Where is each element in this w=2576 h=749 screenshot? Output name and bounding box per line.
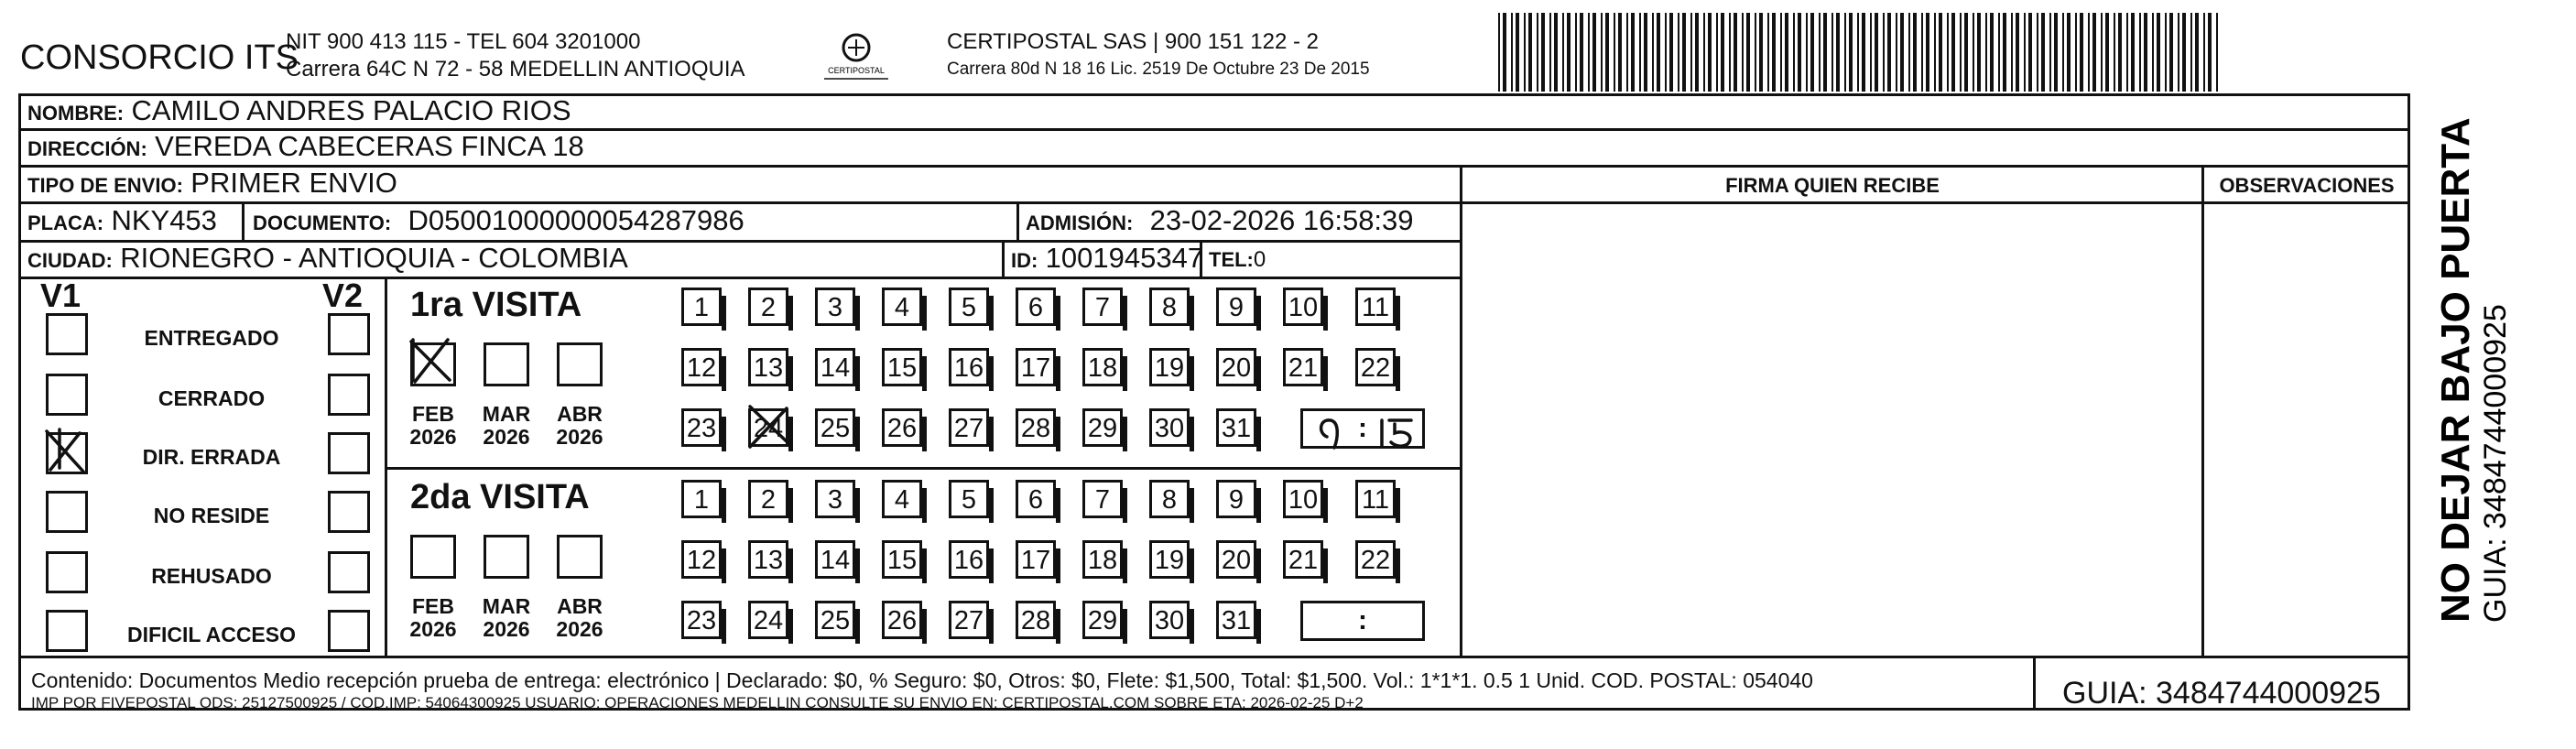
barcode-bar — [1746, 13, 1750, 92]
documento-field — [253, 205, 745, 239]
day-checkbox[interactable]: 29 — [1082, 601, 1123, 639]
placa-value: NKY453 — [111, 204, 217, 236]
month-year: 2026 — [483, 617, 530, 641]
day-checkbox[interactable]: 26 — [882, 601, 922, 639]
handwritten-time — [1303, 411, 1428, 451]
barcode-bar — [2024, 13, 2026, 92]
day-checkbox[interactable]: 3 — [815, 288, 855, 326]
v2-checkbox[interactable] — [328, 610, 370, 652]
barcode-bar — [1669, 13, 1673, 92]
day-checkbox[interactable]: 25 — [815, 408, 855, 447]
day-checkbox[interactable]: 25 — [815, 601, 855, 639]
barcode-bar — [1528, 13, 1532, 92]
day-checkbox[interactable]: 28 — [1016, 408, 1056, 447]
v1-heading: V1 — [40, 277, 82, 314]
barcode-bar — [1977, 13, 1981, 92]
day-checkbox[interactable]: 18 — [1082, 348, 1123, 386]
barcode-bar — [2131, 13, 2135, 92]
month-label — [474, 403, 538, 449]
col-divider — [1002, 240, 1005, 277]
firma-heading: FIRMA QUIEN RECIBE — [1725, 174, 1940, 197]
barcode-bar — [1567, 13, 1571, 92]
barcode-bar — [1793, 13, 1795, 92]
status-label: REHUSADO — [151, 564, 272, 588]
nombre-field — [27, 95, 571, 129]
col-divider — [2033, 656, 2036, 711]
barcode-bar — [2208, 13, 2212, 92]
barcode-bar — [1708, 13, 1712, 92]
month-year: 2026 — [556, 617, 603, 641]
v1-checkbox[interactable] — [46, 491, 88, 533]
barcode-bar — [2080, 13, 2083, 92]
postal-company: CERTIPOSTAL SAS | 900 151 122 - 2 — [947, 29, 1319, 54]
postal-address: Carrera 80d N 18 16 Lic. 2519 De Octubre 23 De 2015 — [947, 60, 1370, 79]
barcode-bar — [1503, 13, 1506, 92]
barcode-bar — [1772, 13, 1776, 92]
month-label — [474, 595, 538, 641]
day-checkbox[interactable]: 30 — [1149, 408, 1190, 447]
barcode-bar — [2075, 13, 2077, 92]
day-checkbox[interactable]: 27 — [949, 408, 989, 447]
documento-label: DOCUMENTO: — [253, 212, 392, 234]
barcode-bar — [1665, 13, 1667, 92]
day-checkbox[interactable]: 24 — [748, 601, 788, 639]
barcode-bar — [1875, 13, 1878, 92]
day-checkbox[interactable]: 11 — [1355, 288, 1396, 326]
content-description: Contenido: Documentos Medio recepción prueba de entrega: electrónico | Declarado: $0, % Seguro: $0, Otros: $0, Flete: $1,500, Total: $1,500. Vol.: 1*1*1. 0.5 1 Unid. COD. POSTAL: 054040 — [31, 668, 1813, 692]
ciudad-label: CIUDAD: — [27, 249, 113, 272]
v2-checkbox[interactable] — [328, 374, 370, 416]
barcode-bar — [1926, 13, 1929, 92]
day-checkbox[interactable]: 16 — [949, 540, 989, 579]
day-checkbox[interactable]: 24 — [748, 408, 788, 447]
day-checkbox[interactable]: 29 — [1082, 408, 1123, 447]
barcode-bar — [2101, 13, 2103, 92]
barcode-bar — [1900, 13, 1904, 92]
barcode-bar — [2011, 13, 2013, 92]
day-checkbox[interactable]: 4 — [882, 288, 922, 326]
barcode-bar — [1939, 13, 1942, 92]
barcode-bar — [2114, 13, 2115, 92]
day-checkbox[interactable]: 14 — [815, 540, 855, 579]
barcode-bar — [1614, 13, 1615, 92]
barcode-bar — [1785, 13, 1788, 92]
v1-checkbox[interactable] — [46, 313, 88, 355]
day-checkbox[interactable]: 11 — [1355, 480, 1396, 518]
day-checkbox[interactable]: 6 — [1016, 480, 1056, 518]
barcode-bar — [1580, 13, 1583, 92]
barcode-bar — [1537, 13, 1538, 92]
visit-title: 1ra VISITA — [410, 286, 582, 324]
month-checkbox[interactable] — [557, 535, 603, 579]
barcode-bar — [2216, 13, 2218, 92]
month-year: 2026 — [556, 425, 603, 449]
barcode-bar — [1575, 13, 1577, 92]
v2-checkbox[interactable] — [328, 491, 370, 533]
barcode-bar — [1985, 13, 1987, 92]
barcode-bar — [2139, 13, 2141, 92]
placa-label: PLACA: — [27, 212, 104, 234]
row-divider — [18, 277, 1462, 279]
day-checkbox[interactable]: 3 — [815, 480, 855, 518]
day-checkbox[interactable]: 31 — [1216, 601, 1256, 639]
day-checkbox[interactable]: 1 — [681, 288, 722, 326]
col-divider — [2201, 165, 2204, 656]
day-checkbox[interactable]: 2 — [748, 480, 788, 518]
barcode-bar — [1849, 13, 1853, 92]
barcode-bar — [1934, 13, 1936, 92]
day-checkbox[interactable]: 22 — [1355, 348, 1396, 386]
barcode-bar — [1973, 13, 1974, 92]
barcode-bar — [1913, 13, 1917, 92]
barcode-bar — [2169, 13, 2173, 92]
barcode-bar — [1562, 13, 1564, 92]
ciudad-field — [27, 243, 628, 277]
barcode-bar — [2178, 13, 2179, 92]
barcode-bar — [2157, 13, 2160, 92]
barcode-bar — [2144, 13, 2147, 92]
day-checkbox[interactable]: 10 — [1283, 480, 1323, 518]
day-checkbox[interactable]: 7 — [1082, 288, 1123, 326]
barcode-bar — [1524, 13, 1526, 92]
tipo-envio-value: PRIMER ENVIO — [190, 167, 397, 199]
barcode-bar — [2203, 13, 2205, 92]
barcode-bar — [2118, 13, 2122, 92]
barcode-bar — [2195, 13, 2199, 92]
day-checkbox[interactable]: 12 — [681, 348, 722, 386]
barcode-bar — [1626, 13, 1628, 92]
day-checkbox[interactable]: 10 — [1283, 288, 1323, 326]
v1-checkbox[interactable] — [46, 610, 88, 652]
barcode-bar — [2003, 13, 2006, 92]
nombre-value: CAMILO ANDRES PALACIO RIOS — [131, 94, 571, 126]
month-checkbox[interactable] — [557, 342, 603, 386]
barcode-bar — [1964, 13, 1968, 92]
side-warning — [2410, 110, 2520, 641]
day-checkbox[interactable]: 1 — [681, 480, 722, 518]
direccion-value: VEREDA CABECERAS FINCA 18 — [155, 130, 584, 162]
day-checkbox[interactable]: 21 — [1283, 540, 1323, 579]
barcode-bar — [1862, 13, 1865, 92]
barcode-bar — [1831, 13, 1833, 92]
month-label — [401, 595, 465, 641]
barcode-bar — [1721, 13, 1724, 92]
barcode-bar — [1588, 13, 1590, 92]
day-checkbox[interactable]: 5 — [949, 288, 989, 326]
day-checkbox[interactable]: 23 — [681, 601, 722, 639]
time-field[interactable] — [1300, 601, 1425, 641]
day-checkbox[interactable]: 31 — [1216, 408, 1256, 447]
barcode-bar — [1947, 13, 1949, 92]
day-checkbox[interactable]: 27 — [949, 601, 989, 639]
barcode-bar — [1592, 13, 1596, 92]
col-divider — [385, 277, 387, 656]
day-checkbox[interactable]: 20 — [1216, 348, 1256, 386]
barcode-bar — [2105, 13, 2109, 92]
no-dejar-text: NO DEJAR BAJO PUERTA — [2433, 117, 2478, 623]
barcode-bar — [2037, 13, 2038, 92]
barcode-bar — [1549, 13, 1551, 92]
admision-value: 23-02-2026 16:58:39 — [1149, 204, 1414, 236]
time-separator: : — [1358, 605, 1367, 635]
barcode-bar — [1742, 13, 1744, 92]
day-checkbox[interactable]: 5 — [949, 480, 989, 518]
barcode-bar — [1870, 13, 1872, 92]
day-checkbox[interactable]: 9 — [1216, 288, 1256, 326]
month-name: ABR — [557, 594, 603, 618]
barcode-bar — [1541, 13, 1545, 92]
barcode-icon — [1498, 13, 2222, 92]
documento-value: D05001000000054287986 — [408, 204, 745, 236]
day-checkbox[interactable]: 13 — [748, 348, 788, 386]
barcode-bar — [1511, 13, 1513, 92]
barcode-bar — [1601, 13, 1603, 92]
barcode-bar — [1755, 13, 1756, 92]
barcode-bar — [2088, 13, 2090, 92]
month-checkbox[interactable] — [410, 342, 456, 386]
barcode-bar — [1780, 13, 1782, 92]
barcode-bar — [1990, 13, 1994, 92]
barcode-bar — [2092, 13, 2096, 92]
day-checkbox[interactable]: 22 — [1355, 540, 1396, 579]
month-label — [548, 595, 612, 641]
barcode-bar — [1652, 13, 1654, 92]
barcode-bar — [1657, 13, 1660, 92]
month-name: ABR — [557, 402, 603, 426]
v2-checkbox[interactable] — [328, 432, 370, 474]
visit-divider — [385, 467, 1462, 470]
barcode-bar — [2126, 13, 2128, 92]
v1-checkbox[interactable] — [46, 551, 88, 593]
certipostal-logo — [817, 29, 896, 86]
barcode-bar — [2165, 13, 2167, 92]
print-info: IMP POR FIVEPOSTAL ODS: 25127500925 / COD.IMP: 54064300925 USUARIO: OPERACIONES MEDELLIN CONSULTE SU ENVIO EN: CERTIPOSTAL.COM SOBRE ETA: 2026-02-25 D+2 — [31, 694, 1364, 711]
company-nit-phone: NIT 900 413 115 - TEL 604 3201000 — [286, 29, 641, 54]
day-checkbox[interactable]: 19 — [1149, 348, 1190, 386]
observations-area[interactable] — [2205, 203, 2408, 652]
day-checkbox[interactable]: 16 — [949, 348, 989, 386]
day-checkbox[interactable]: 8 — [1149, 288, 1190, 326]
barcode-bar — [1644, 13, 1647, 92]
admision-label: ADMISIÓN: — [1026, 212, 1134, 234]
day-checkbox[interactable]: 23 — [681, 408, 722, 447]
barcode-bar — [1998, 13, 2000, 92]
tipo-envio-label: TIPO DE ENVIO: — [27, 174, 183, 197]
barcode-bar — [1836, 13, 1840, 92]
v1-checkbox[interactable] — [46, 432, 88, 474]
tel-label: TEL: — [1209, 248, 1254, 271]
barcode-bar — [1883, 13, 1885, 92]
col-divider — [1016, 201, 1019, 240]
barcode-bar — [1823, 13, 1827, 92]
barcode-bar — [1678, 13, 1679, 92]
day-checkbox[interactable]: 26 — [882, 408, 922, 447]
barcode-bar — [1759, 13, 1763, 92]
barcode-bar — [1554, 13, 1558, 92]
month-name: FEB — [412, 594, 454, 618]
col-divider — [1460, 165, 1462, 656]
barcode-bar — [1682, 13, 1686, 92]
placa-field — [27, 205, 217, 239]
barcode-bar — [1605, 13, 1609, 92]
barcode-bar — [2062, 13, 2064, 92]
month-name: MAR — [482, 594, 531, 618]
barcode-bar — [2182, 13, 2186, 92]
day-checkbox[interactable]: 12 — [681, 540, 722, 579]
day-checkbox[interactable]: 17 — [1016, 540, 1056, 579]
month-name: MAR — [482, 402, 531, 426]
barcode-bar — [1734, 13, 1737, 92]
day-checkbox[interactable]: 7 — [1082, 480, 1123, 518]
footer-divider — [18, 656, 2410, 658]
company-address: Carrera 64C N 72 - 58 MEDELLIN ANTIOQUIA — [286, 57, 745, 81]
barcode-bar — [1887, 13, 1891, 92]
time-field[interactable] — [1300, 408, 1425, 449]
barcode-bar — [1618, 13, 1622, 92]
status-label: DIR. ERRADA — [142, 445, 281, 469]
id-field — [1011, 243, 1203, 277]
day-checkbox[interactable]: 18 — [1082, 540, 1123, 579]
barcode-bar — [1631, 13, 1635, 92]
month-checkbox[interactable] — [484, 342, 529, 386]
barcode-bar — [1806, 13, 1808, 92]
barcode-bar — [1639, 13, 1641, 92]
id-value: 1001945347 — [1045, 242, 1204, 274]
status-label: DIFICIL ACCESO — [126, 623, 296, 646]
barcode-bar — [1896, 13, 1897, 92]
day-checkbox[interactable]: 15 — [882, 540, 922, 579]
day-checkbox[interactable]: 4 — [882, 480, 922, 518]
barcode-bar — [1716, 13, 1718, 92]
month-year: 2026 — [409, 617, 457, 641]
status-label: CERRADO — [158, 386, 266, 410]
v1-checkbox[interactable] — [46, 374, 88, 416]
day-checkbox[interactable]: 20 — [1216, 540, 1256, 579]
barcode-bar — [2028, 13, 2032, 92]
v2-checkbox[interactable] — [328, 313, 370, 355]
barcode-bar — [1516, 13, 1519, 92]
tipo-envio-field — [27, 168, 397, 201]
barcode-bar — [1844, 13, 1846, 92]
day-checkbox[interactable]: 14 — [815, 348, 855, 386]
barcode-bar — [2152, 13, 2154, 92]
barcode-bar — [1951, 13, 1955, 92]
direccion-field — [27, 131, 584, 165]
barcode-bar — [1810, 13, 1814, 92]
barcode-bar — [1857, 13, 1859, 92]
day-checkbox[interactable]: 13 — [748, 540, 788, 579]
barcode-bar — [1767, 13, 1769, 92]
day-checkbox[interactable]: 8 — [1149, 480, 1190, 518]
barcode-bar — [1703, 13, 1705, 92]
barcode-bar — [1498, 13, 1500, 92]
barcode-bar — [1819, 13, 1821, 92]
signature-area[interactable] — [1463, 203, 2201, 652]
barcode-bar — [2041, 13, 2045, 92]
month-year: 2026 — [483, 425, 530, 449]
month-name: FEB — [412, 402, 454, 426]
ciudad-value: RIONEGRO - ANTIOQUIA - COLOMBIA — [120, 242, 628, 274]
direccion-label: DIRECCIÓN: — [27, 137, 147, 160]
admision-field — [1026, 205, 1414, 239]
day-checkbox[interactable]: 21 — [1283, 348, 1323, 386]
barcode-bar — [1921, 13, 1923, 92]
barcode-bar — [1960, 13, 1962, 92]
status-label: ENTREGADO — [144, 326, 279, 350]
day-checkbox[interactable]: 6 — [1016, 288, 1056, 326]
tel-value: 0 — [1253, 247, 1266, 272]
nombre-label: NOMBRE: — [27, 102, 125, 125]
day-checkbox[interactable]: 19 — [1149, 540, 1190, 579]
month-label — [548, 403, 612, 449]
v2-heading: V2 — [322, 277, 364, 314]
day-checkbox[interactable]: 30 — [1149, 601, 1190, 639]
day-checkbox[interactable]: 9 — [1216, 480, 1256, 518]
logo-text: CERTIPOSTAL — [828, 66, 885, 75]
month-year: 2026 — [409, 425, 457, 449]
observaciones-heading: OBSERVACIONES — [2219, 174, 2395, 197]
month-label — [401, 403, 465, 449]
time-separator: : — [1358, 413, 1367, 443]
side-guia-text: GUIA: 3484744000925 — [2478, 304, 2513, 623]
day-checkbox[interactable]: 2 — [748, 288, 788, 326]
col-divider — [242, 201, 245, 240]
barcode-bar — [2016, 13, 2019, 92]
guia-number: GUIA: 3484744000925 — [2062, 676, 2381, 711]
barcode-bar — [1798, 13, 1801, 92]
tel-field — [1209, 243, 1266, 276]
month-checkbox[interactable] — [410, 535, 456, 579]
barcode-bar — [1690, 13, 1692, 92]
status-label: NO RESIDE — [153, 504, 270, 527]
id-label: ID: — [1011, 249, 1038, 272]
visit-title: 2da VISITA — [410, 478, 590, 516]
barcode-bar — [2049, 13, 2051, 92]
barcode-bar — [1908, 13, 1910, 92]
barcode-bar — [2067, 13, 2071, 92]
v2-checkbox[interactable] — [328, 551, 370, 593]
day-checkbox[interactable]: 28 — [1016, 601, 1056, 639]
day-checkbox[interactable]: 17 — [1016, 348, 1056, 386]
month-checkbox[interactable] — [484, 535, 529, 579]
barcode-bar — [2054, 13, 2058, 92]
day-checkbox[interactable]: 15 — [882, 348, 922, 386]
company-name: CONSORCIO ITS — [20, 38, 299, 77]
barcode-bar — [2190, 13, 2192, 92]
barcode-bar — [1695, 13, 1699, 92]
barcode-bar — [1729, 13, 1731, 92]
